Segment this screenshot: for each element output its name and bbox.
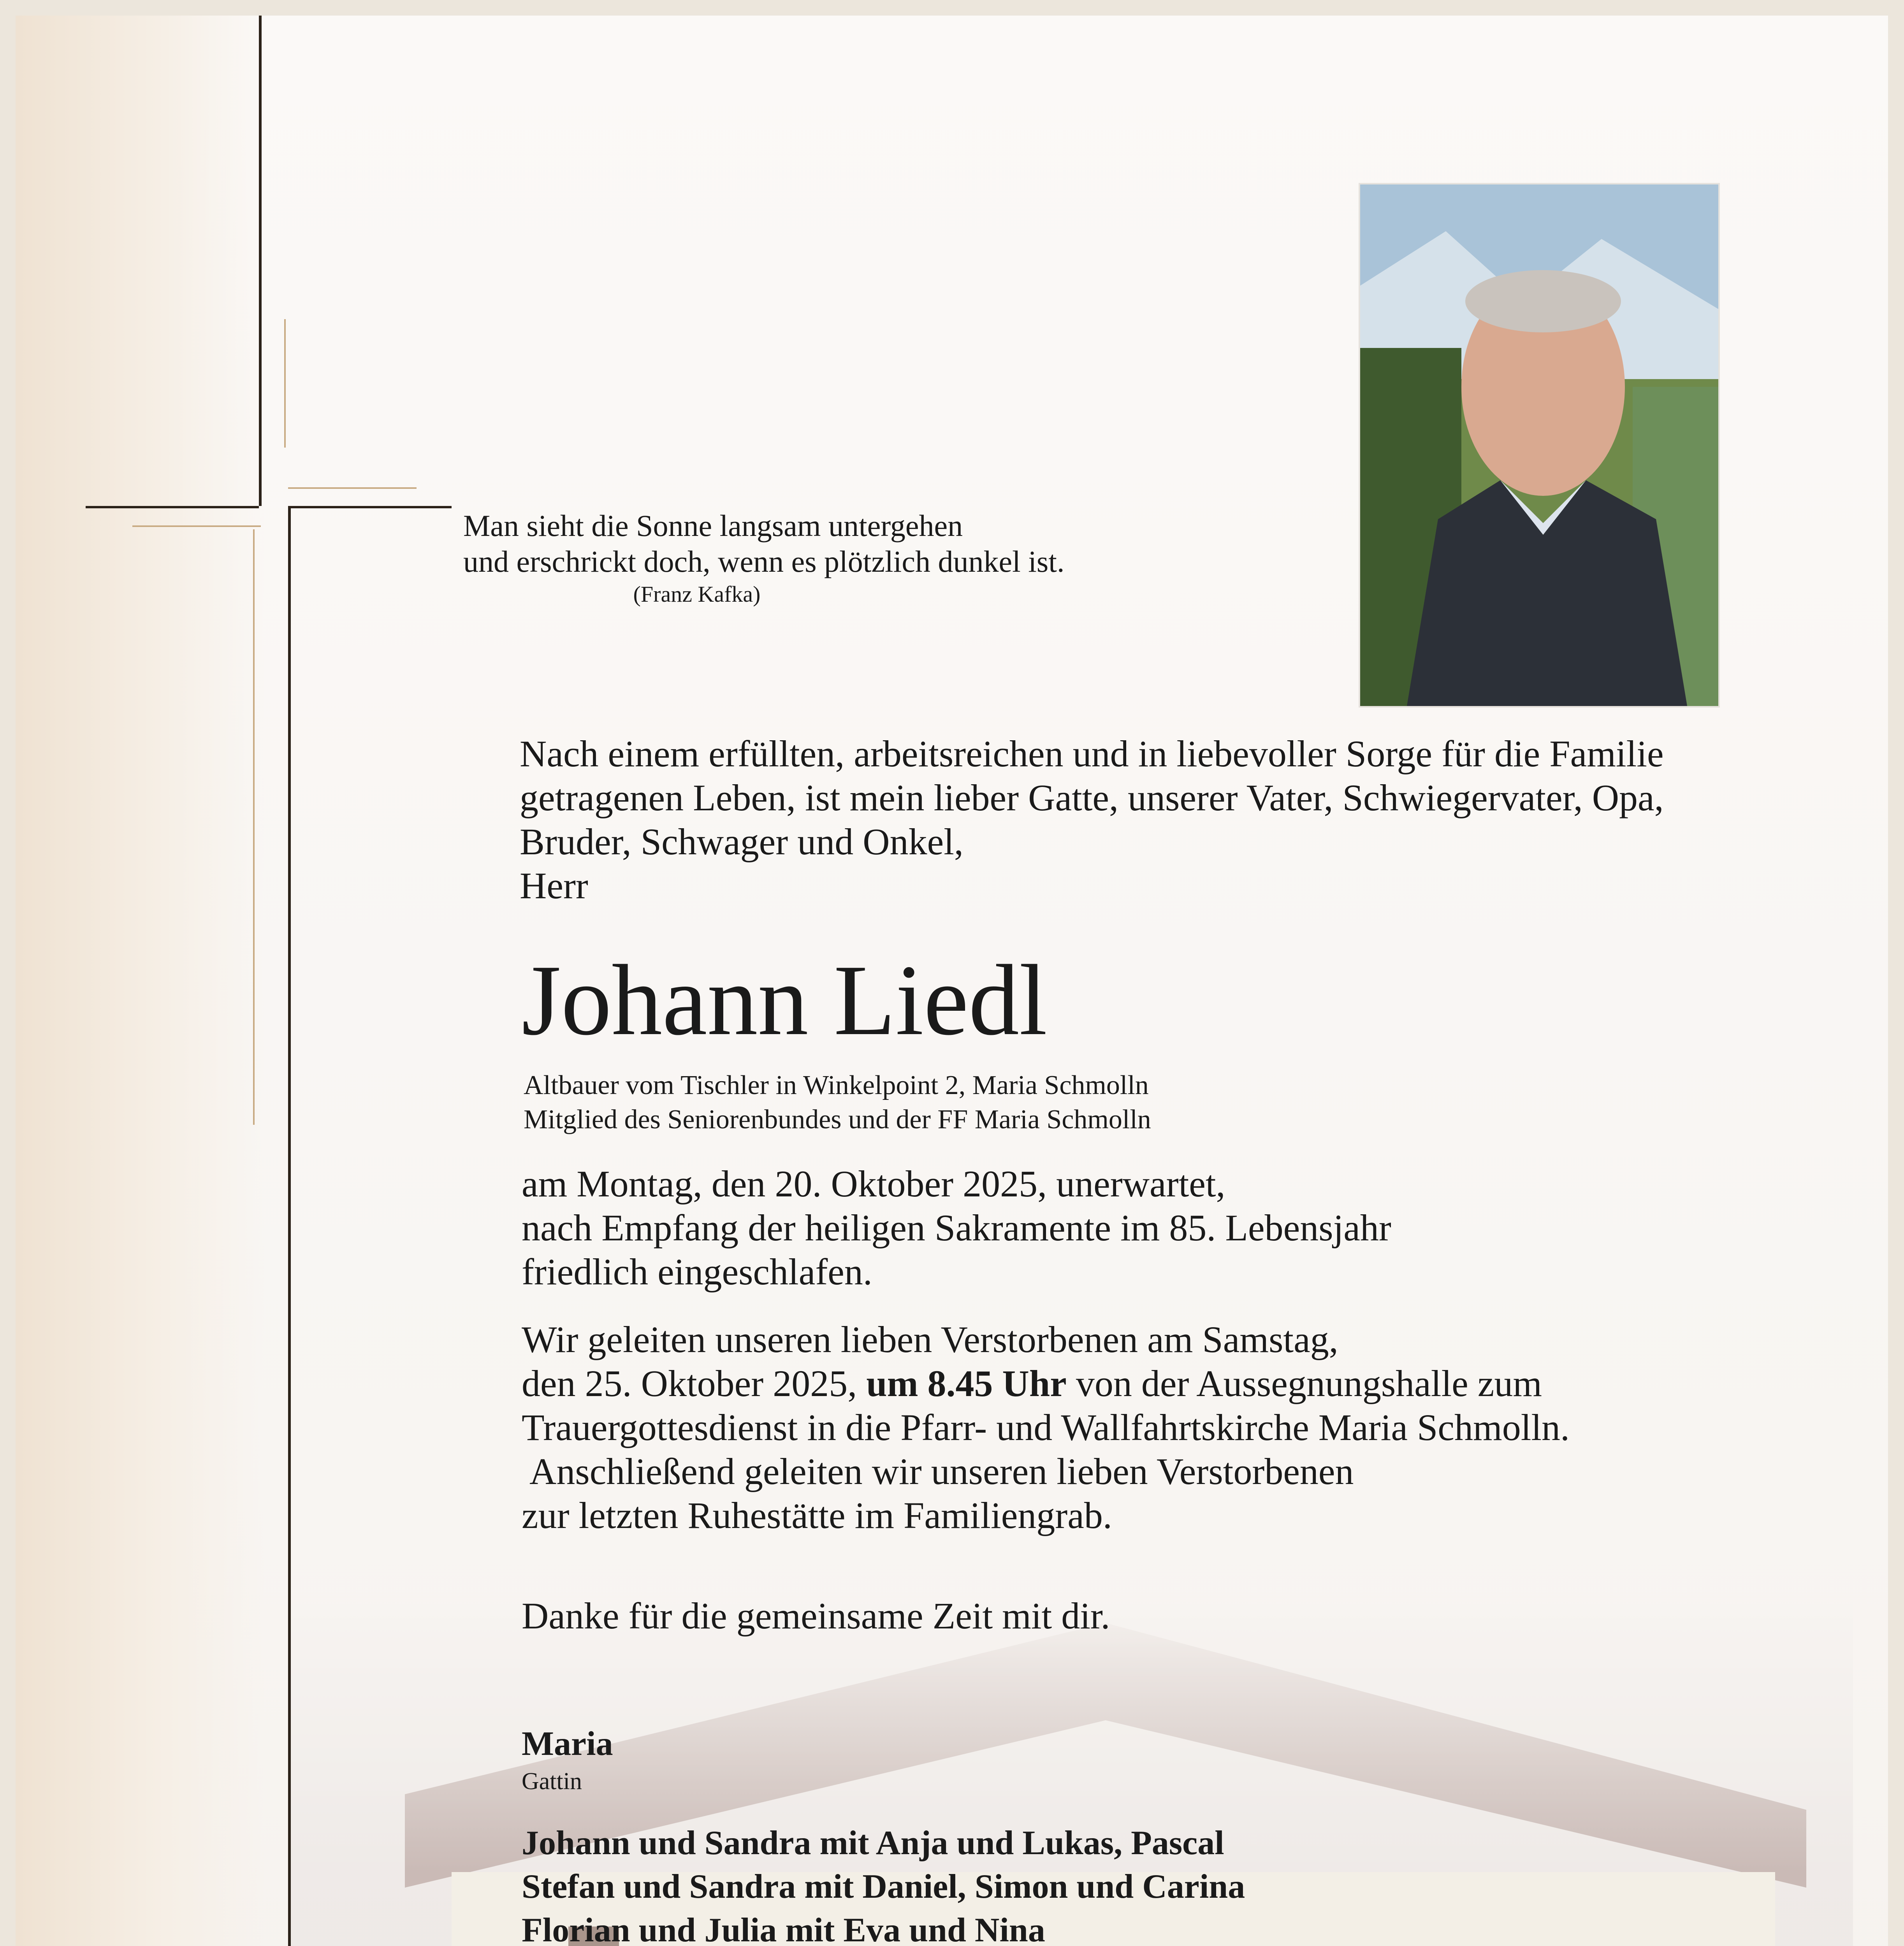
cross-horizontal-line-right xyxy=(288,506,452,508)
kafka-quote xyxy=(463,508,1065,609)
occupation-line: Mitglied des Seniorenbundes und der FF Maria Schmolln xyxy=(524,1105,1151,1135)
death-line: nach Empfang der heiligen Sakramente im 85. Lebensjahr xyxy=(522,1207,1391,1249)
funeral-line: Wir geleiten unseren lieben Verstorbenen am Samstag, xyxy=(522,1319,1338,1360)
children-line: Johann und Sandra mit Anja und Lukas, Pascal xyxy=(522,1824,1224,1862)
cross-gold-horizontal-line xyxy=(288,487,417,489)
children-line: Stefan und Sandra mit Daniel, Simon und Carina xyxy=(522,1868,1245,1906)
portrait-photo xyxy=(1359,183,1720,708)
death-paragraph xyxy=(522,1162,1391,1294)
left-tint-band xyxy=(16,16,265,1946)
children-block xyxy=(522,1821,1245,1946)
cross-lower-vertical-line xyxy=(288,506,291,1946)
deceased-name: Johann Liedl xyxy=(522,944,1048,1056)
parte-sheet xyxy=(16,16,1888,1946)
cross-gold-left-vertical xyxy=(253,529,255,1125)
funeral-time: um 8.45 Uhr xyxy=(866,1363,1067,1404)
spouse-role: Gattin xyxy=(522,1768,582,1795)
funeral-date: den 25. Oktober 2025, xyxy=(522,1363,867,1404)
deceased-occupation xyxy=(524,1068,1151,1137)
cross-gold-left-horizontal xyxy=(132,525,261,527)
quote-line: Man sieht die Sonne langsam untergehen xyxy=(463,509,963,543)
thanks-line: Danke für die gemeinsame Zeit mit dir. xyxy=(522,1595,1110,1637)
funeral-paragraph xyxy=(522,1317,1570,1537)
death-line: am Montag, den 20. Oktober 2025, unerwartet, xyxy=(522,1163,1225,1205)
quote-author: (Franz Kafka) xyxy=(633,581,761,607)
quote-line: und erschrickt doch, wenn es plötzlich dunkel ist. xyxy=(463,544,1065,578)
funeral-line xyxy=(522,1361,1570,1405)
children-line: Florian und Julia mit Eva und Nina xyxy=(522,1911,1045,1946)
cross-gold-vertical-line xyxy=(284,319,286,448)
intro-line: Nach einem erfüllten, arbeitsreichen und in liebevoller Sorge für die Familie xyxy=(520,733,1664,775)
funeral-line: Anschließend geleiten wir unseren lieben Verstorbenen xyxy=(529,1451,1354,1492)
spouse-block xyxy=(522,1722,613,1797)
funeral-line: zur letzten Ruhestätte im Familiengrab. xyxy=(522,1495,1112,1536)
intro-line: Herr xyxy=(520,865,588,906)
intro-line: getragenen Leben, ist mein lieber Gatte, unserer Vater, Schwiegervater, Opa, xyxy=(520,777,1664,818)
funeral-place: von der Aussegnungshalle zum xyxy=(1066,1363,1542,1404)
intro-paragraph xyxy=(520,732,1750,908)
spouse-name: Maria xyxy=(522,1725,613,1763)
funeral-line: Trauergottesdienst in die Pfarr- und Wallfahrtskirche Maria Schmolln. xyxy=(522,1407,1570,1448)
occupation-line: Altbauer vom Tischler in Winkelpoint 2, Maria Schmolln xyxy=(524,1070,1149,1100)
intro-line: Bruder, Schwager und Onkel, xyxy=(520,821,963,862)
cross-horizontal-line xyxy=(86,506,259,508)
cross-vertical-line xyxy=(259,16,262,506)
death-line: friedlich eingeschlafen. xyxy=(522,1251,872,1293)
